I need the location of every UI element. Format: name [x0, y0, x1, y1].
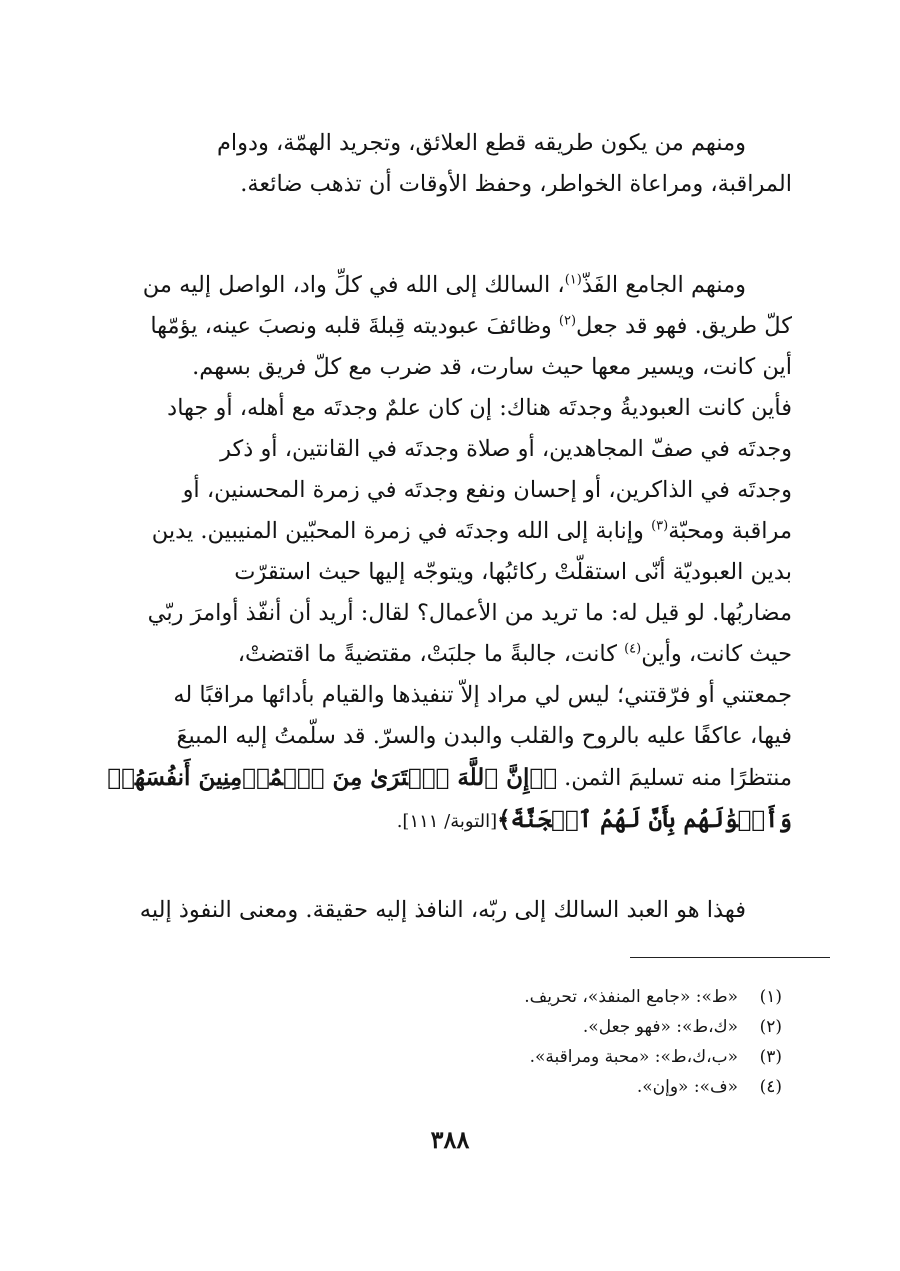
- footnote-divider: [630, 957, 830, 958]
- footnote-marker-1[interactable]: (١): [564, 272, 582, 288]
- verse-reference: [التوبة/ ١١١].: [396, 811, 498, 832]
- quran-verse: وَأَمۡوَٰلَهُم بِأَنَّ لَهُمُ ٱلۡجَنَّةَ﴾: [497, 806, 792, 833]
- paragraph-2: [67, 265, 792, 842]
- text-line: [67, 757, 792, 799]
- text-line: بدين العبوديّة أنّى استقلّتْ ركائبُها، ويتوجّه إليها حيث استقرّت: [234, 559, 792, 585]
- text-line: أين كانت، ويسير معها حيث سارت، قد ضرب مع كلّ فريق بسهم.: [192, 354, 792, 380]
- text-line: جمعتني أو فرّقتني؛ ليس لي مراد إلاّ تنفيذها والقيام بأدائها مراقبًا له: [173, 682, 792, 708]
- footnote-4: [82, 1072, 782, 1102]
- footnote-text: «ب،ك،ط»: «محبة ومراقبة».: [529, 1047, 738, 1067]
- text-line: فأين كانت العبوديةُ وجدتَه هناك: إن كان علمٌ وجدتَه مع أهله، أو جهاد: [167, 395, 792, 421]
- text-segment: ومنهم الجامع الفَذّ: [581, 272, 746, 298]
- paragraph-1: [67, 123, 792, 205]
- text-line: فيها، عاكفًا عليه بالروح والقلب والبدن والسرّ. قد سلّمتُ إليه المبيعَ: [176, 723, 792, 749]
- text-segment: كلّ طريق. فهو قد جعل: [576, 313, 792, 339]
- text-line: [67, 265, 792, 306]
- text-line: وجدتَه في صفّ المجاهدين، أو صلاة وجدتَه في القانتين، أو ذكر: [220, 436, 792, 462]
- page-number: ٣٨٨: [430, 1125, 470, 1154]
- footnote-number: (٤): [759, 1077, 782, 1097]
- text-line: المراقبة، ومراعاة الخواطر، وحفظ الأوقات أن تذهب ضائعة.: [240, 171, 792, 197]
- footnote-text: «ك،ط»: «فهو جعل».: [582, 1017, 738, 1037]
- text-line: وجدتَه في الذاكرين، أو إحسان ونفع وجدتَه في زمرة المحسنين، أو: [182, 477, 792, 503]
- footnote-3: [82, 1042, 782, 1072]
- footnote-1: [82, 982, 782, 1012]
- text-line: [67, 511, 792, 552]
- text-segment: مراقبة ومحبّة: [668, 518, 792, 544]
- text-line: [67, 634, 792, 675]
- footnote-marker-3[interactable]: (٣): [651, 518, 669, 534]
- quran-verse: ﴿۞إِنَّ ٱللَّهَ ٱشۡتَرَىٰ مِنَ ٱلۡمُؤۡمِنِينَ أَنفُسَهُمۡ: [107, 764, 557, 791]
- footnote-text: «ف»: «وإن».: [636, 1077, 738, 1097]
- text-segment: وإنابة إلى الله وجدتَه في زمرة المحبّين المنيبين. يدين: [151, 518, 652, 544]
- footnote-marker-2[interactable]: (٢): [558, 313, 577, 329]
- text-segment: منتظرًا منه تسليمَ الثمن.: [557, 765, 792, 791]
- footnote-number: (٣): [759, 1047, 782, 1067]
- footnote-2: [82, 1012, 782, 1042]
- paragraph-3: [67, 890, 792, 931]
- footnote-text: «ط»: «جامع المنفذ»، تحريف.: [524, 987, 738, 1007]
- footnote-number: (٢): [759, 1017, 782, 1037]
- text-segment: كانت، جالبةً ما جلبَتْ، مقتضيةً ما اقتضتْ،: [237, 641, 625, 667]
- footnotes: [82, 982, 782, 1102]
- footnote-marker-4[interactable]: (٤): [624, 641, 642, 657]
- text-segment: ، السالك إلى الله في كلِّ واد، الواصل إليه من: [142, 272, 565, 298]
- text-line: [67, 306, 792, 347]
- text-line: [67, 799, 792, 842]
- text-line: ومنهم من يكون طريقه قطع العلائق، وتجريد الهمّة، ودوام: [216, 130, 746, 156]
- footnote-number: (١): [759, 987, 782, 1007]
- text-segment: وظائفَ عبوديته قِبلةَ قلبه ونصبَ عينه، يؤمّها: [150, 313, 559, 339]
- text-line: فهذا هو العبد السالك إلى ربّه، النافذ إليه حقيقة. ومعنى النفوذ إليه: [139, 897, 746, 923]
- text-line: مضاربُها. لو قيل له: ما تريد من الأعمال؟ لقال: أريد أن أنفّذ أوامرَ ربّي: [147, 600, 792, 626]
- text-segment: حيث كانت، وأين: [641, 641, 792, 667]
